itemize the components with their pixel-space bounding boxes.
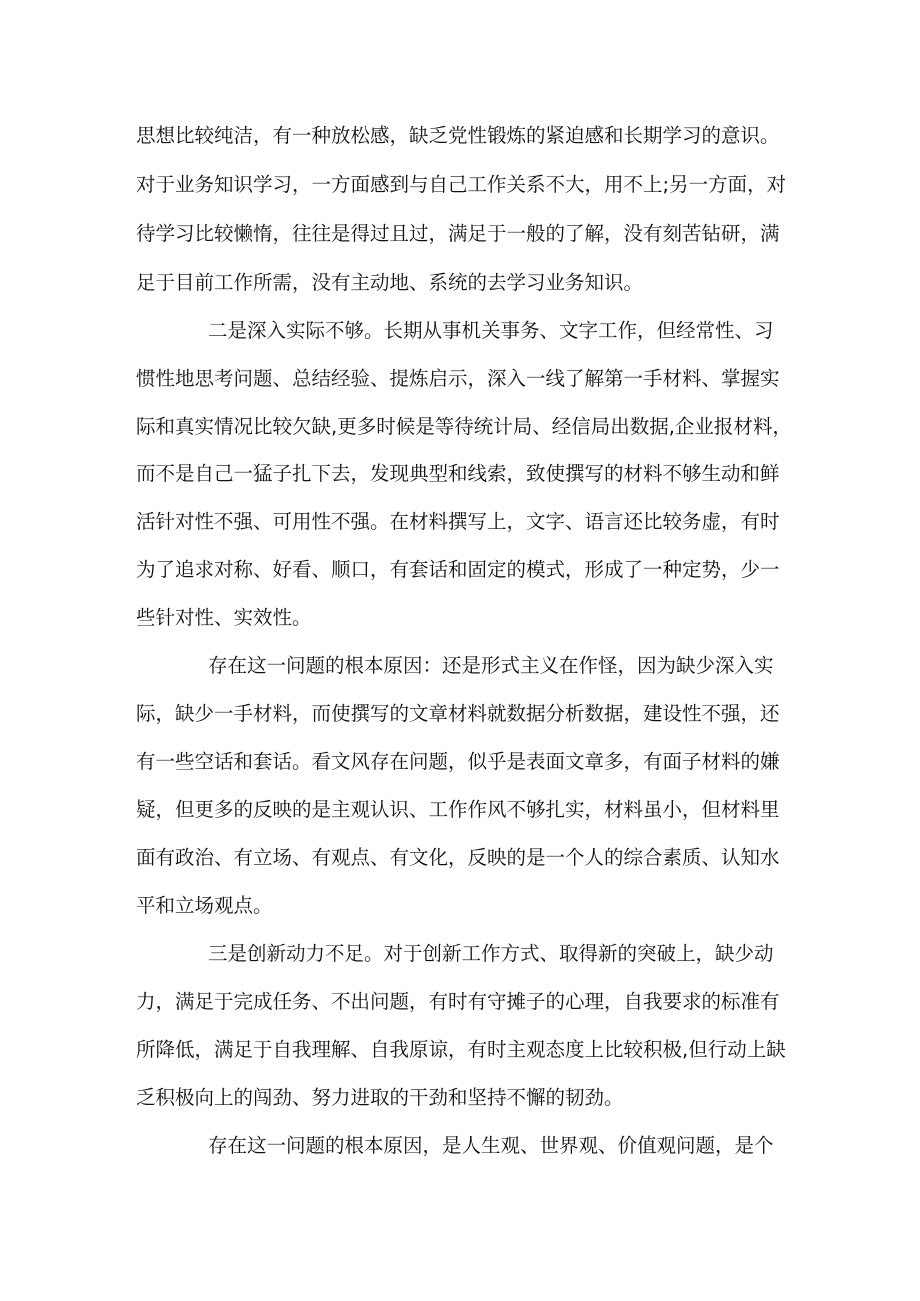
- text-line: 活针对性不强、可用性不强。在材料撰写上，文字、语言还比较务虚，有时: [136, 510, 780, 533]
- text-line: 面有政治、有立场、有观点、有文化，反映的是一个人的综合素质、认知水: [136, 846, 780, 869]
- text-line: 三是创新动力不足。对于创新工作方式、取得新的突破上，缺少动: [208, 942, 774, 965]
- text-line: 存在这一问题的根本原因，是人生观、世界观、价值观问题，是个: [208, 1134, 774, 1157]
- text-line: 疑，但更多的反映的是主观认识、工作作风不够扎实，材料虽小，但材料里: [136, 798, 780, 821]
- text-line: 际和真实情况比较欠缺,更多时候是等待统计局、经信局出数据,企业报材料，: [136, 415, 792, 438]
- text-line: 惯性地思考问题、总结经验、提炼启示，深入一线了解第一手材料、掌握实: [136, 367, 780, 390]
- text-line: 为了追求对称、好看、顺口，有套话和固定的模式，形成了一种定势，少一: [136, 558, 780, 581]
- text-line: 际，缺少一手材料，而使撰写的文章材料就数据分析数据，建设性不强，还: [136, 702, 780, 725]
- text-line: 有一些空话和套话。看文风存在问题，似乎是表面文章多，有面子材料的嫌: [136, 750, 780, 773]
- text-line: 乏积极向上的闯劲、努力进取的干劲和坚持不懈的韧劲。: [136, 1086, 624, 1109]
- text-line: 力，满足于完成任务、不出问题，有时有守摊子的心理，自我要求的标准有: [136, 990, 780, 1013]
- text-line: 足于目前工作所需，没有主动地、系统的去学习业务知识。: [136, 271, 644, 294]
- text-line: 平和立场观点。: [136, 894, 273, 917]
- text-line: 存在这一问题的根本原因：还是形式主义在作怪，因为缺少深入实: [208, 654, 774, 677]
- text-line: 二是深入实际不够。长期从事机关事务、文字工作，但经常性、习: [208, 319, 774, 342]
- text-line: 所降低，满足于自我理解、自我原谅，有时主观态度上比较积极,但行动上缺: [136, 1038, 786, 1061]
- text-line: 而不是自己一猛子扎下去，发现典型和线索，致使撰写的材料不够生动和鲜: [136, 462, 780, 485]
- text-line: 思想比较纯洁，有一种放松感，缺乏党性锻炼的紧迫感和长期学习的意识。: [136, 124, 780, 147]
- text-line: 待学习比较懒惰，往往是得过且过，满足于一般的了解，没有刻苦钻研，满: [136, 222, 780, 245]
- text-line: 对于业务知识学习，一方面感到与自己工作关系不大，用不上;另一方面，对: [136, 173, 787, 196]
- text-line: 些针对性、实效性。: [136, 606, 312, 629]
